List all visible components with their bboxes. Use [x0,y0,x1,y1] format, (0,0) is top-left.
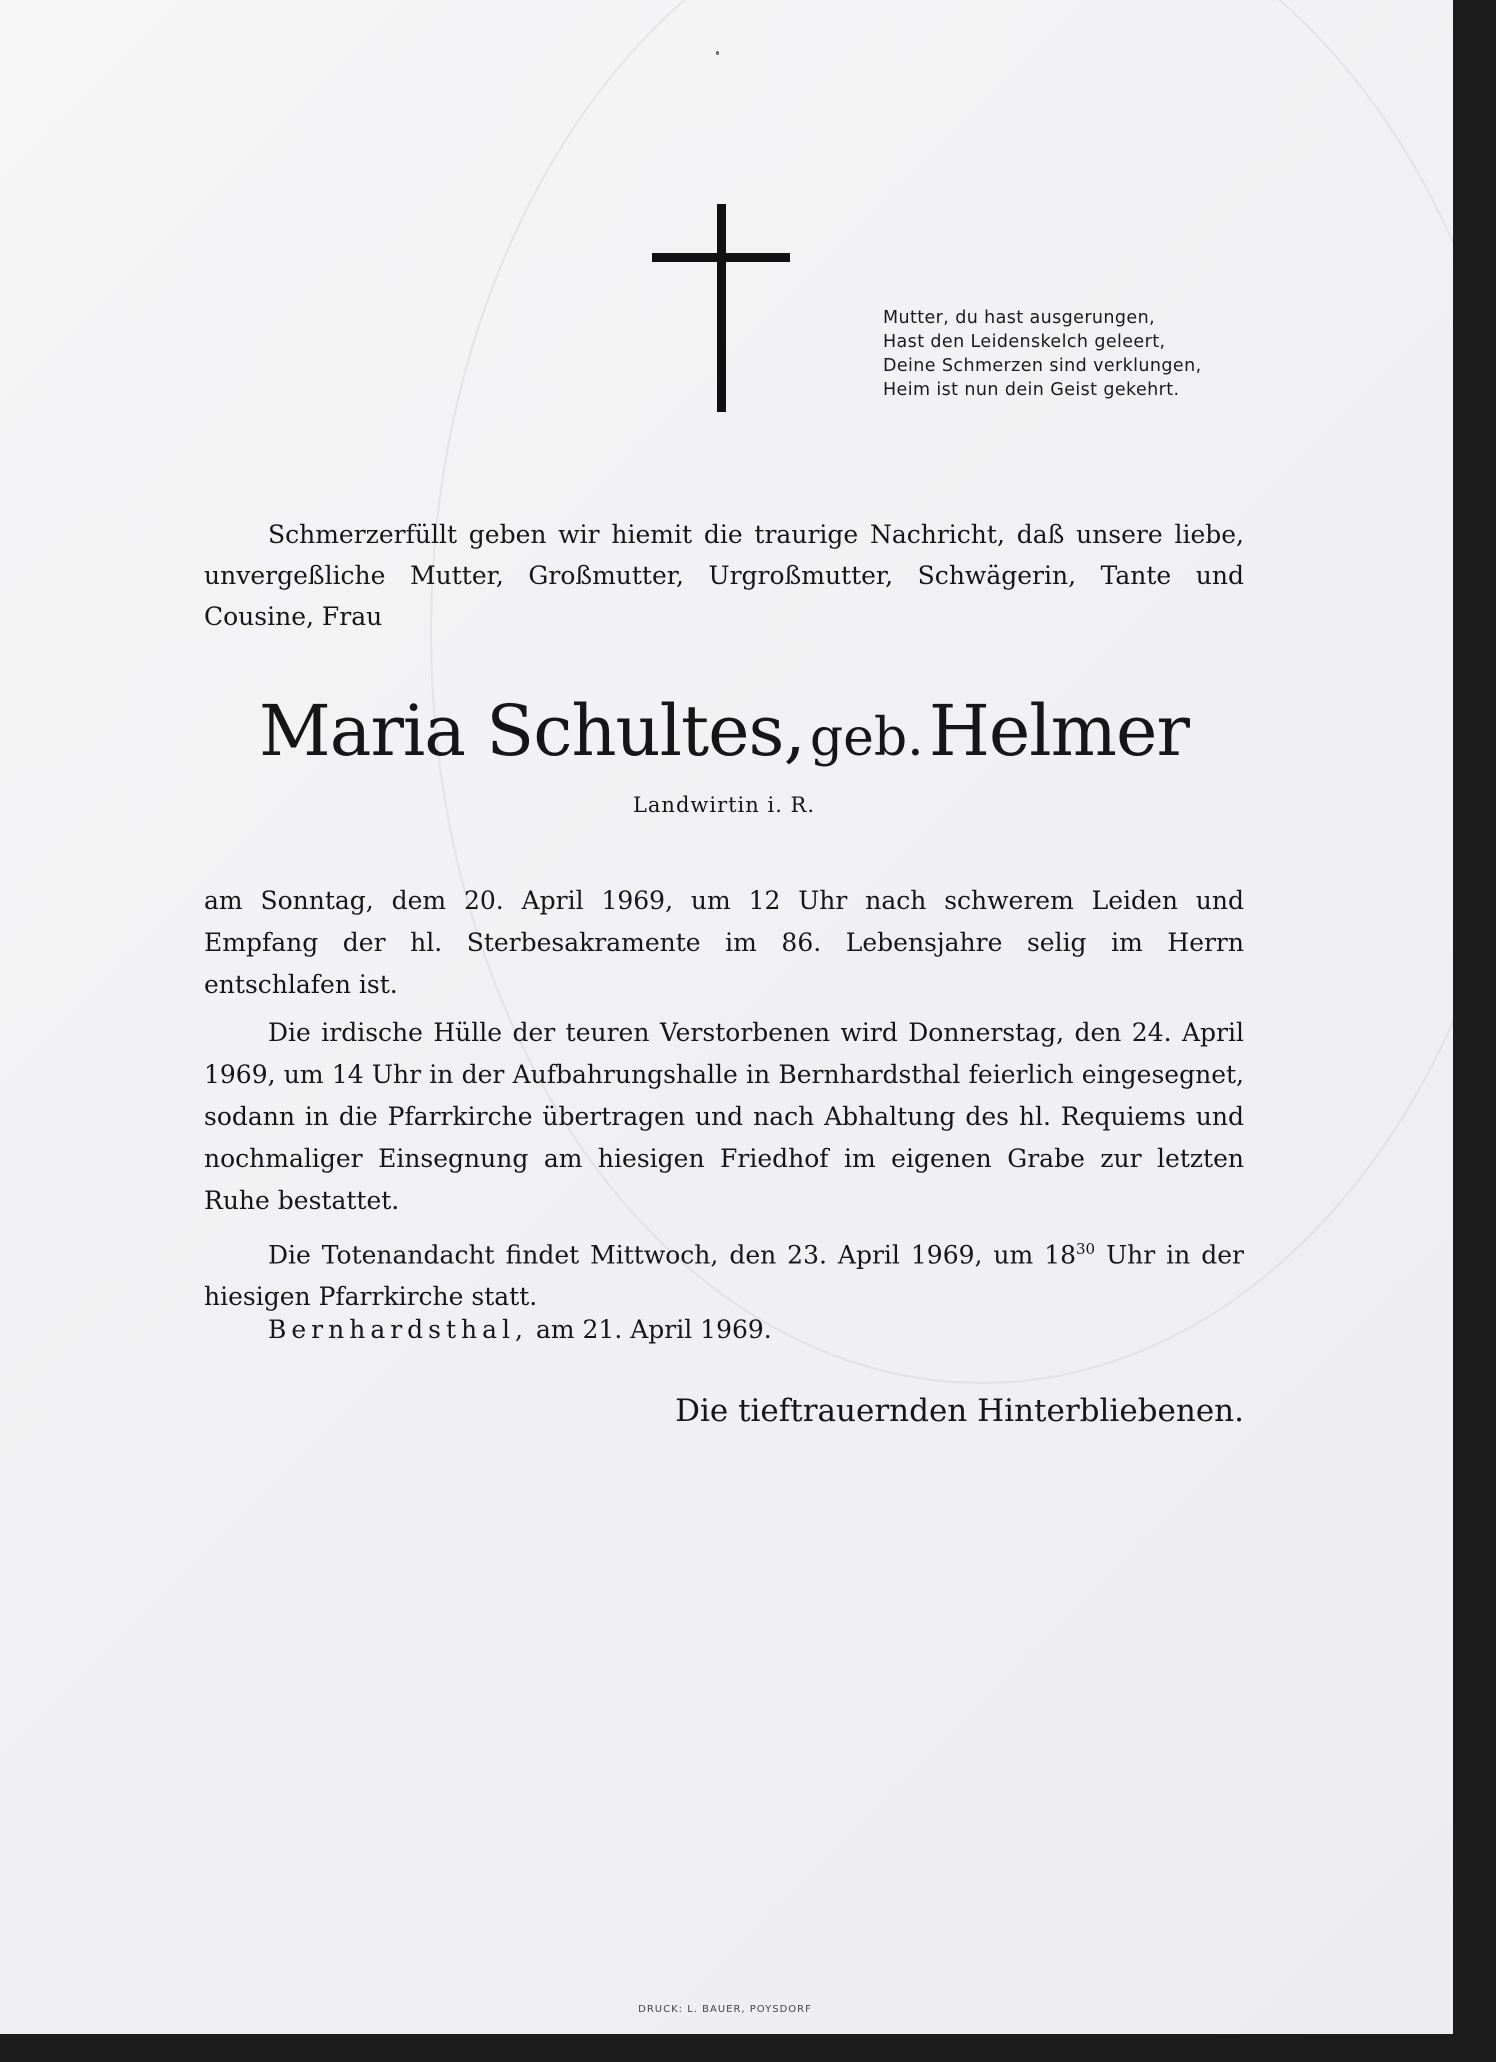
deceased-name [204,690,1244,772]
vigil-time-minutes: 30 [1076,1240,1096,1258]
signature: Die tieftrauernden Hinterbliebenen. [675,1393,1244,1429]
vigil-text-start: Die Totenandacht findet Mittwoch, den 23. April 1969, um 18 [268,1240,1077,1270]
occupation: Landwirtin i. R. [632,793,816,817]
poem-line: Hast den Leidenskelch geleert, [883,332,1166,352]
poem-line: Heim ist nun dein Geist gekehrt. [883,380,1180,400]
poem [883,306,1303,402]
funeral-paragraph: Die irdische Hülle der teuren Verstorbenen wird Donnerstag, den 24. April 1969, um 14 Uhr in der Aufbahrungshalle in Bernhardsthal feierlich eingesegnet, sodann in die Pfarrkirche übertragen und nach Abhaltung des hl. Requiems und nochmaliger Einsegnung am hiesigen Friedhof im eigenen Grabe zur letzten Ruhe bestattet. [204,1018,1244,1215]
deceased-first-last-name: Maria Schultes, [259,690,805,772]
date: am 21. April 1969. [528,1315,772,1344]
poem-line: Mutter, du hast ausgerungen, [883,308,1156,328]
cross-vertical-bar [717,204,726,412]
vigil-paragraph [204,1228,1244,1318]
paper-speck [716,51,719,55]
place-date [268,1315,772,1344]
birth-name-prefix: geb. [809,708,924,768]
cross-horizontal-bar [652,253,790,262]
poem-line: Deine Schmerzen sind verklungen, [883,356,1202,376]
place: Bernhardsthal, [268,1315,529,1344]
death-paragraph: am Sonntag, dem 20. April 1969, um 12 Uhr nach schwerem Leiden und Empfang der hl. Sterbesakramente im 86. Lebensjahre selig im Herrn entschlafen ist. [204,886,1244,999]
printer-imprint: DRUCK: L. BAUER, POYSDORF [638,2004,812,2015]
intro-paragraph: Schmerzerfüllt geben wir hiemit die traurige Nachricht, daß unsere liebe, unvergeßliche Mutter, Großmutter, Urgroßmutter, Schwägerin, Tante und Cousine, Frau [204,520,1244,631]
maiden-name: Helmer [928,690,1189,772]
body-text [204,880,1244,1318]
vigil-text-end: Uhr in der hiesigen Pfarrkirche statt. [204,1240,1244,1312]
